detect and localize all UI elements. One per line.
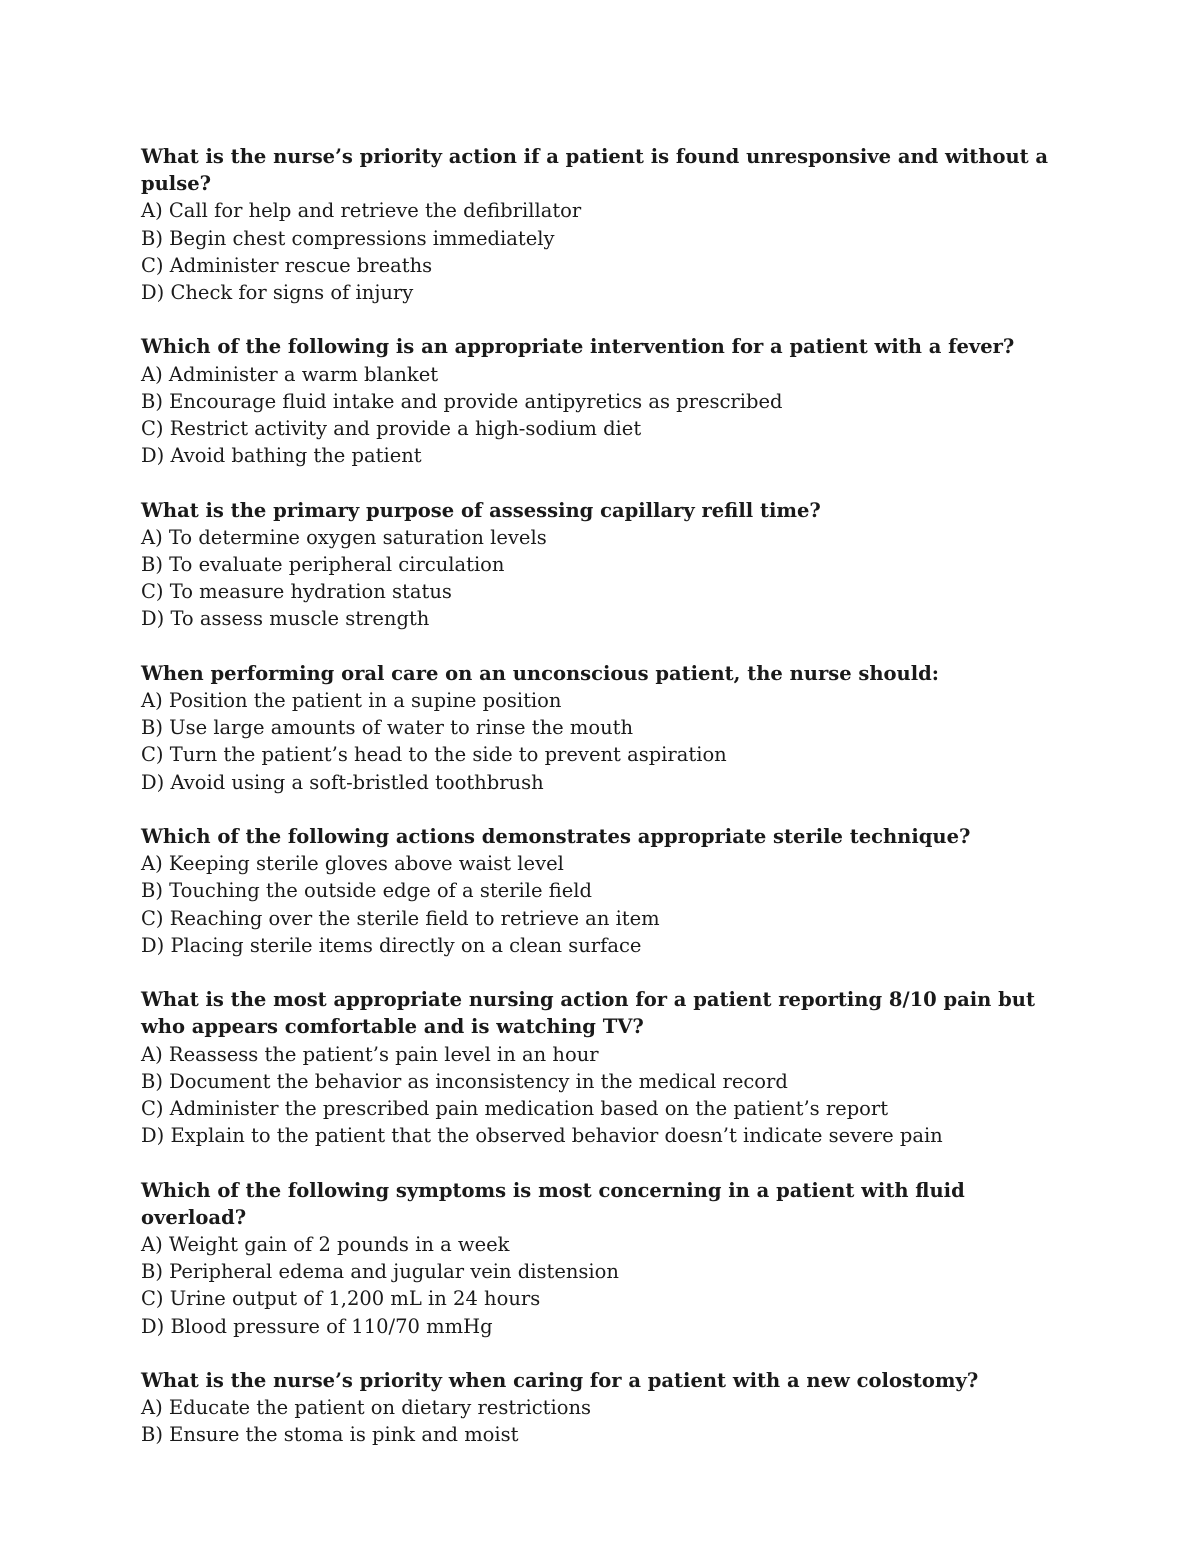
answer-option: C) Turn the patient’s head to the side to prevent aspiration [141, 743, 727, 767]
answer-option: A) Position the patient in a supine position [141, 689, 562, 713]
question-block [141, 823, 1061, 959]
question-text: Which of the following actions demonstrates appropriate sterile technique? [141, 825, 971, 849]
question-block [141, 660, 1061, 796]
answer-option: A) Weight gain of 2 pounds in a week [141, 1233, 510, 1257]
answer-option: B) Encourage fluid intake and provide antipyretics as prescribed [141, 389, 783, 413]
answer-option: C) Urine output of 1,200 mL in 24 hours [141, 1287, 541, 1311]
answer-option: B) Document the behavior as inconsistency in the medical record [141, 1069, 788, 1093]
answer-option: B) Ensure the stoma is pink and moist [141, 1423, 519, 1447]
answer-option: D) To assess muscle strength [141, 607, 430, 631]
answer-option: A) Administer a warm blanket [141, 362, 439, 386]
answer-option: A) Keeping sterile gloves above waist level [141, 852, 564, 876]
question-text: What is the nurse’s priority action if a patient is found unresponsive and without a pulse? [141, 145, 1049, 196]
question-block [141, 1177, 1061, 1340]
answer-option: D) Avoid bathing the patient [141, 444, 422, 468]
question-text: Which of the following symptoms is most concerning in a patient with fluid overload? [141, 1178, 965, 1229]
question-text: What is the nurse’s priority when caring for a patient with a new colostomy? [141, 1369, 979, 1393]
answer-option: C) Restrict activity and provide a high-sodium diet [141, 417, 642, 441]
answer-option: B) Peripheral edema and jugular vein distension [141, 1260, 619, 1284]
question-block [141, 333, 1061, 469]
answer-option: D) Explain to the patient that the observed behavior doesn’t indicate severe pain [141, 1124, 943, 1148]
answer-option: A) To determine oxygen saturation levels [141, 525, 547, 549]
question-text: When performing oral care on an unconscious patient, the nurse should: [141, 661, 939, 685]
question-block [141, 1367, 1061, 1449]
question-text: Which of the following is an appropriate intervention for a patient with a fever? [141, 335, 1015, 359]
question-block [141, 497, 1061, 633]
answer-option: B) To evaluate peripheral circulation [141, 553, 505, 577]
answer-option: B) Use large amounts of water to rinse the mouth [141, 716, 634, 740]
answer-option: B) Begin chest compressions immediately [141, 226, 555, 250]
question-text: What is the most appropriate nursing action for a patient reporting 8/10 pain but who appears comfortable and is watching TV? [141, 988, 1035, 1039]
answer-option: C) Administer rescue breaths [141, 253, 433, 277]
question-block [141, 986, 1061, 1149]
answer-option: A) Call for help and retrieve the defibrillator [141, 199, 582, 223]
answer-option: C) Administer the prescribed pain medication based on the patient’s report [141, 1097, 889, 1121]
answer-option: A) Educate the patient on dietary restrictions [141, 1396, 592, 1420]
answer-option: D) Placing sterile items directly on a clean surface [141, 933, 642, 957]
question-list [141, 143, 1061, 1476]
answer-option: C) Reaching over the sterile field to retrieve an item [141, 906, 660, 930]
answer-option: D) Check for signs of injury [141, 281, 414, 305]
answer-option: C) To measure hydration status [141, 580, 452, 604]
answer-option: A) Reassess the patient’s pain level in an hour [141, 1042, 599, 1066]
question-text: What is the primary purpose of assessing capillary refill time? [141, 498, 821, 522]
answer-option: B) Touching the outside edge of a sterile field [141, 879, 593, 903]
question-block [141, 143, 1061, 306]
answer-option: D) Blood pressure of 110/70 mmHg [141, 1314, 493, 1338]
answer-option: D) Avoid using a soft-bristled toothbrush [141, 770, 544, 794]
